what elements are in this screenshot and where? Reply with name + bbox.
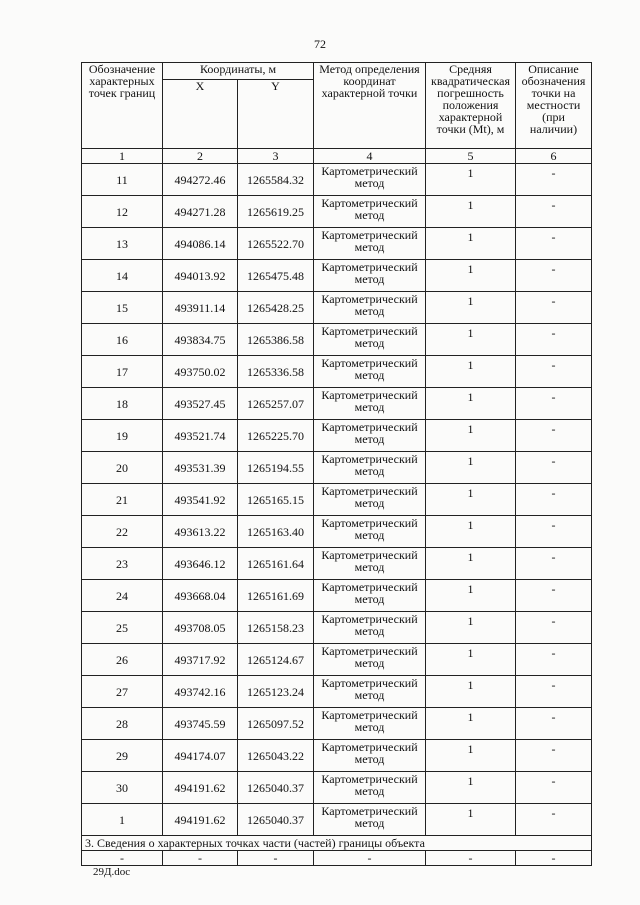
table-row: [82, 196, 592, 228]
error-cell: 1: [426, 196, 516, 228]
error-cell: 1: [426, 708, 516, 740]
method-cell: Картометрический метод: [314, 164, 426, 196]
method-cell: Картометрический метод: [314, 196, 426, 228]
description-cell: -: [516, 164, 592, 196]
method-cell: Картометрический метод: [314, 516, 426, 548]
method-cell: Картометрический метод: [314, 740, 426, 772]
description-cell: -: [516, 644, 592, 676]
description-cell: -: [516, 324, 592, 356]
y-coordinate-cell: 1265619.25: [238, 196, 314, 228]
header-y: Y: [238, 80, 314, 149]
table-row: [82, 484, 592, 516]
method-cell: Картометрический метод: [314, 804, 426, 836]
method-cell: Картометрический метод: [314, 580, 426, 612]
description-cell: -: [516, 452, 592, 484]
x-coordinate-cell: 493717.92: [163, 644, 238, 676]
y-coordinate-cell: 1265386.58: [238, 324, 314, 356]
description-cell: -: [516, 420, 592, 452]
table-row: [82, 292, 592, 324]
y-coordinate-cell: 1265040.37: [238, 804, 314, 836]
empty-cell: -: [238, 851, 314, 866]
description-cell: -: [516, 260, 592, 292]
column-number: 4: [314, 149, 426, 164]
y-coordinate-cell: 1265124.67: [238, 644, 314, 676]
description-cell: -: [516, 548, 592, 580]
column-numbers-row: [82, 149, 592, 164]
y-coordinate-cell: 1265336.58: [238, 356, 314, 388]
error-cell: 1: [426, 292, 516, 324]
empty-cell: -: [314, 851, 426, 866]
header-coordinates: Координаты, м: [163, 63, 314, 80]
point-cell: 28: [82, 708, 163, 740]
x-coordinate-cell: 493745.59: [163, 708, 238, 740]
error-cell: 1: [426, 164, 516, 196]
description-cell: -: [516, 388, 592, 420]
point-cell: 17: [82, 356, 163, 388]
method-cell: Картометрический метод: [314, 260, 426, 292]
point-cell: 23: [82, 548, 163, 580]
header-designation: Обозначение характерных точек границ: [82, 63, 163, 149]
x-coordinate-cell: 494191.62: [163, 772, 238, 804]
method-cell: Картометрический метод: [314, 644, 426, 676]
table-row: [82, 804, 592, 836]
description-cell: -: [516, 580, 592, 612]
y-coordinate-cell: 1265097.52: [238, 708, 314, 740]
point-cell: 19: [82, 420, 163, 452]
boundary-points-table: [81, 62, 592, 866]
error-cell: 1: [426, 676, 516, 708]
y-coordinate-cell: 1265161.64: [238, 548, 314, 580]
table-row: [82, 452, 592, 484]
file-name-footer: 29Д.doc: [93, 866, 131, 878]
error-cell: 1: [426, 260, 516, 292]
point-cell: 30: [82, 772, 163, 804]
description-cell: -: [516, 228, 592, 260]
description-cell: -: [516, 516, 592, 548]
error-cell: 1: [426, 740, 516, 772]
table-row: [82, 228, 592, 260]
error-cell: 1: [426, 452, 516, 484]
point-cell: 12: [82, 196, 163, 228]
table-row: [82, 260, 592, 292]
x-coordinate-cell: 494013.92: [163, 260, 238, 292]
y-coordinate-cell: 1265475.48: [238, 260, 314, 292]
description-cell: -: [516, 772, 592, 804]
point-cell: 11: [82, 164, 163, 196]
method-cell: Картометрический метод: [314, 228, 426, 260]
table-row: [82, 548, 592, 580]
table-row: [82, 356, 592, 388]
point-cell: 27: [82, 676, 163, 708]
method-cell: Картометрический метод: [314, 292, 426, 324]
point-cell: 29: [82, 740, 163, 772]
point-cell: 25: [82, 612, 163, 644]
header-method: Метод определения координат характерной точки: [314, 63, 426, 149]
x-coordinate-cell: 493531.39: [163, 452, 238, 484]
y-coordinate-cell: 1265428.25: [238, 292, 314, 324]
x-coordinate-cell: 493541.92: [163, 484, 238, 516]
point-cell: 20: [82, 452, 163, 484]
method-cell: Картометрический метод: [314, 484, 426, 516]
x-coordinate-cell: 494086.14: [163, 228, 238, 260]
point-cell: 18: [82, 388, 163, 420]
x-coordinate-cell: 494272.46: [163, 164, 238, 196]
column-number: 5: [426, 149, 516, 164]
column-number: 1: [82, 149, 163, 164]
y-coordinate-cell: 1265043.22: [238, 740, 314, 772]
description-cell: -: [516, 612, 592, 644]
error-cell: 1: [426, 228, 516, 260]
x-coordinate-cell: 493911.14: [163, 292, 238, 324]
table-row: [82, 324, 592, 356]
column-number: 3: [238, 149, 314, 164]
description-cell: -: [516, 196, 592, 228]
section-title: 3. Сведения о характерных точках части (частей) границы объекта: [82, 836, 592, 851]
x-coordinate-cell: 493521.74: [163, 420, 238, 452]
error-cell: 1: [426, 420, 516, 452]
header-error: Средняя квадратическая погрешность положения характерной точки (Mt), м: [426, 63, 516, 149]
description-cell: -: [516, 740, 592, 772]
header-description: Описание обозначения точки на местности (при наличии): [516, 63, 592, 149]
x-coordinate-cell: 494271.28: [163, 196, 238, 228]
x-coordinate-cell: 493646.12: [163, 548, 238, 580]
y-coordinate-cell: 1265257.07: [238, 388, 314, 420]
empty-table-row: [82, 851, 592, 866]
description-cell: -: [516, 356, 592, 388]
table-row: [82, 708, 592, 740]
method-cell: Картометрический метод: [314, 772, 426, 804]
point-cell: 1: [82, 804, 163, 836]
error-cell: 1: [426, 580, 516, 612]
table-row: [82, 612, 592, 644]
x-coordinate-cell: 493750.02: [163, 356, 238, 388]
error-cell: 1: [426, 516, 516, 548]
description-cell: -: [516, 484, 592, 516]
method-cell: Картометрический метод: [314, 452, 426, 484]
method-cell: Картометрический метод: [314, 356, 426, 388]
y-coordinate-cell: 1265522.70: [238, 228, 314, 260]
method-cell: Картометрический метод: [314, 708, 426, 740]
y-coordinate-cell: 1265194.55: [238, 452, 314, 484]
error-cell: 1: [426, 548, 516, 580]
y-coordinate-cell: 1265165.15: [238, 484, 314, 516]
header-x: X: [163, 80, 238, 149]
x-coordinate-cell: 493708.05: [163, 612, 238, 644]
empty-cell: -: [163, 851, 238, 866]
y-coordinate-cell: 1265123.24: [238, 676, 314, 708]
table-row: [82, 388, 592, 420]
y-coordinate-cell: 1265161.69: [238, 580, 314, 612]
point-cell: 21: [82, 484, 163, 516]
point-cell: 13: [82, 228, 163, 260]
x-coordinate-cell: 493668.04: [163, 580, 238, 612]
point-cell: 26: [82, 644, 163, 676]
error-cell: 1: [426, 484, 516, 516]
description-cell: -: [516, 676, 592, 708]
description-cell: -: [516, 708, 592, 740]
empty-cell: -: [516, 851, 592, 866]
point-cell: 15: [82, 292, 163, 324]
x-coordinate-cell: 493613.22: [163, 516, 238, 548]
point-cell: 16: [82, 324, 163, 356]
error-cell: 1: [426, 356, 516, 388]
x-coordinate-cell: 493834.75: [163, 324, 238, 356]
page-number: 72: [314, 37, 326, 51]
error-cell: 1: [426, 804, 516, 836]
table-row: [82, 676, 592, 708]
method-cell: Картометрический метод: [314, 324, 426, 356]
empty-cell: -: [82, 851, 163, 866]
x-coordinate-cell: 493527.45: [163, 388, 238, 420]
method-cell: Картометрический метод: [314, 420, 426, 452]
section-row: [82, 836, 592, 851]
error-cell: 1: [426, 772, 516, 804]
y-coordinate-cell: 1265225.70: [238, 420, 314, 452]
description-cell: -: [516, 292, 592, 324]
table-row: [82, 772, 592, 804]
table-row: [82, 516, 592, 548]
y-coordinate-cell: 1265158.23: [238, 612, 314, 644]
table-row: [82, 164, 592, 196]
table-row: [82, 644, 592, 676]
y-coordinate-cell: 1265040.37: [238, 772, 314, 804]
column-number: 2: [163, 149, 238, 164]
table-row: [82, 580, 592, 612]
x-coordinate-cell: 494174.07: [163, 740, 238, 772]
method-cell: Картометрический метод: [314, 676, 426, 708]
error-cell: 1: [426, 324, 516, 356]
description-cell: -: [516, 804, 592, 836]
table-header-row: [82, 63, 592, 80]
table-row: [82, 420, 592, 452]
error-cell: 1: [426, 644, 516, 676]
x-coordinate-cell: 494191.62: [163, 804, 238, 836]
error-cell: 1: [426, 612, 516, 644]
point-cell: 24: [82, 580, 163, 612]
table-row: [82, 740, 592, 772]
empty-cell: -: [426, 851, 516, 866]
column-number: 6: [516, 149, 592, 164]
method-cell: Картометрический метод: [314, 548, 426, 580]
error-cell: 1: [426, 388, 516, 420]
method-cell: Картометрический метод: [314, 388, 426, 420]
y-coordinate-cell: 1265584.32: [238, 164, 314, 196]
point-cell: 22: [82, 516, 163, 548]
x-coordinate-cell: 493742.16: [163, 676, 238, 708]
point-cell: 14: [82, 260, 163, 292]
y-coordinate-cell: 1265163.40: [238, 516, 314, 548]
method-cell: Картометрический метод: [314, 612, 426, 644]
